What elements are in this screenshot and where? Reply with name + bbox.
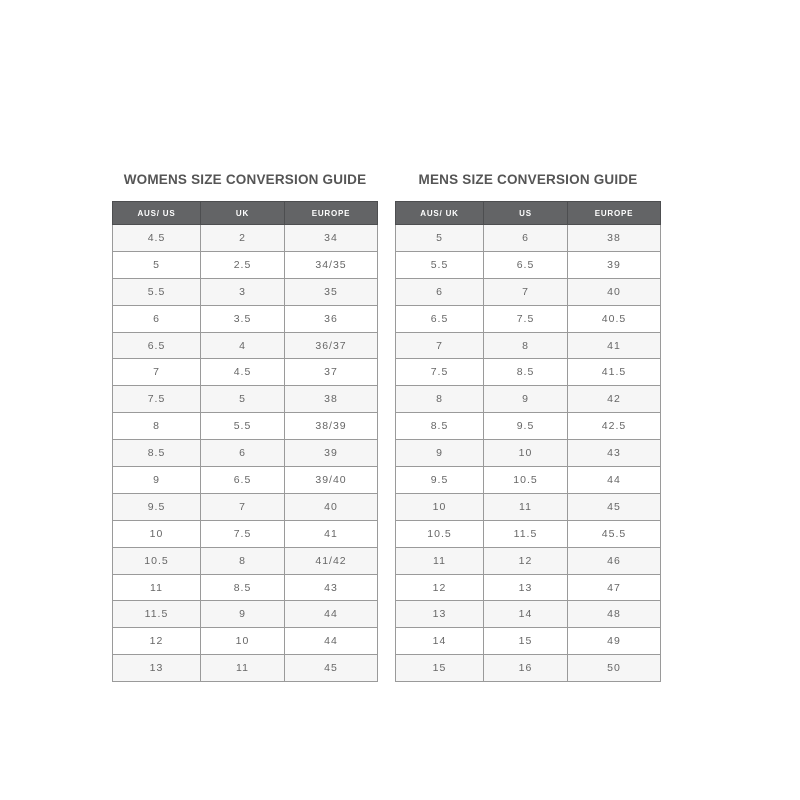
table-cell: 36/37 bbox=[285, 332, 378, 359]
table-cell: 39 bbox=[285, 440, 378, 467]
table-cell: 7.5 bbox=[201, 520, 285, 547]
table-row bbox=[113, 628, 378, 655]
table-cell: 7 bbox=[201, 493, 285, 520]
table-cell: 12 bbox=[396, 574, 484, 601]
table-row bbox=[396, 628, 661, 655]
table-cell: 6 bbox=[484, 225, 568, 252]
table-row bbox=[396, 359, 661, 386]
table-cell: 37 bbox=[285, 359, 378, 386]
table-cell: 7.5 bbox=[396, 359, 484, 386]
table-row bbox=[396, 467, 661, 494]
table-header-row bbox=[113, 202, 378, 225]
table-cell: 47 bbox=[568, 574, 661, 601]
column-header: AUS/ UK bbox=[396, 202, 484, 225]
womens-size-guide bbox=[112, 166, 378, 682]
table-cell: 8 bbox=[484, 332, 568, 359]
table-cell: 11 bbox=[201, 655, 285, 682]
table-cell: 2.5 bbox=[201, 251, 285, 278]
table-cell: 8.5 bbox=[396, 413, 484, 440]
table-row bbox=[396, 413, 661, 440]
table-cell: 3 bbox=[201, 278, 285, 305]
column-header: EUROPE bbox=[285, 202, 378, 225]
table-cell: 5 bbox=[113, 251, 201, 278]
table-cell: 8.5 bbox=[201, 574, 285, 601]
table-cell: 46 bbox=[568, 547, 661, 574]
table-cell: 9 bbox=[484, 386, 568, 413]
table-cell: 11.5 bbox=[484, 520, 568, 547]
table-cell: 42.5 bbox=[568, 413, 661, 440]
table-cell: 8.5 bbox=[484, 359, 568, 386]
table-row bbox=[113, 547, 378, 574]
table-cell: 7.5 bbox=[484, 305, 568, 332]
table-cell: 34/35 bbox=[285, 251, 378, 278]
table-cell: 40.5 bbox=[568, 305, 661, 332]
table-cell: 4.5 bbox=[113, 225, 201, 252]
table-cell: 7 bbox=[484, 278, 568, 305]
table-header-row bbox=[396, 202, 661, 225]
table-cell: 45 bbox=[568, 493, 661, 520]
table-row bbox=[396, 520, 661, 547]
table-cell: 44 bbox=[285, 601, 378, 628]
table-row bbox=[113, 251, 378, 278]
table-cell: 5 bbox=[201, 386, 285, 413]
table-row bbox=[113, 520, 378, 547]
table-cell: 8 bbox=[201, 547, 285, 574]
table-row bbox=[396, 251, 661, 278]
table-cell: 35 bbox=[285, 278, 378, 305]
table-cell: 43 bbox=[568, 440, 661, 467]
table-cell: 44 bbox=[285, 628, 378, 655]
table-cell: 12 bbox=[113, 628, 201, 655]
table-row bbox=[113, 493, 378, 520]
table-cell: 10.5 bbox=[113, 547, 201, 574]
table-row bbox=[113, 305, 378, 332]
table-cell: 40 bbox=[568, 278, 661, 305]
table-cell: 41 bbox=[285, 520, 378, 547]
table-cell: 38 bbox=[285, 386, 378, 413]
table-cell: 39 bbox=[568, 251, 661, 278]
table-cell: 45 bbox=[285, 655, 378, 682]
table-cell: 8 bbox=[113, 413, 201, 440]
table-cell: 10 bbox=[484, 440, 568, 467]
table-cell: 6 bbox=[396, 278, 484, 305]
table-cell: 41.5 bbox=[568, 359, 661, 386]
table-row bbox=[113, 440, 378, 467]
table-cell: 6.5 bbox=[396, 305, 484, 332]
table-cell: 49 bbox=[568, 628, 661, 655]
table-row bbox=[396, 305, 661, 332]
mens-size-table bbox=[395, 201, 661, 682]
table-cell: 14 bbox=[396, 628, 484, 655]
table-cell: 39/40 bbox=[285, 467, 378, 494]
table-cell: 13 bbox=[484, 574, 568, 601]
table-cell: 34 bbox=[285, 225, 378, 252]
table-cell: 11 bbox=[113, 574, 201, 601]
mens-size-guide bbox=[395, 166, 661, 682]
table-cell: 10 bbox=[113, 520, 201, 547]
table-cell: 48 bbox=[568, 601, 661, 628]
table-cell: 7 bbox=[396, 332, 484, 359]
table-row bbox=[396, 386, 661, 413]
mens-guide-title: MENS SIZE CONVERSION GUIDE bbox=[418, 172, 638, 187]
table-cell: 6.5 bbox=[484, 251, 568, 278]
table-cell: 9 bbox=[113, 467, 201, 494]
table-cell: 41 bbox=[568, 332, 661, 359]
column-header: UK bbox=[201, 202, 285, 225]
table-cell: 4.5 bbox=[201, 359, 285, 386]
table-cell: 4 bbox=[201, 332, 285, 359]
table-cell: 7 bbox=[113, 359, 201, 386]
womens-size-table bbox=[112, 201, 378, 682]
table-cell: 38/39 bbox=[285, 413, 378, 440]
table-cell: 9 bbox=[396, 440, 484, 467]
column-header: AUS/ US bbox=[113, 202, 201, 225]
table-row bbox=[113, 386, 378, 413]
womens-table-body bbox=[113, 225, 378, 682]
table-row bbox=[396, 493, 661, 520]
table-cell: 43 bbox=[285, 574, 378, 601]
table-cell: 7.5 bbox=[113, 386, 201, 413]
mens-table-body bbox=[396, 225, 661, 682]
table-cell: 13 bbox=[113, 655, 201, 682]
table-cell: 9 bbox=[201, 601, 285, 628]
table-row bbox=[396, 574, 661, 601]
column-header: US bbox=[484, 202, 568, 225]
table-cell: 5.5 bbox=[396, 251, 484, 278]
table-cell: 6 bbox=[113, 305, 201, 332]
table-cell: 8.5 bbox=[113, 440, 201, 467]
table-row bbox=[396, 332, 661, 359]
table-cell: 5.5 bbox=[113, 278, 201, 305]
table-row bbox=[113, 332, 378, 359]
table-row bbox=[396, 440, 661, 467]
table-row bbox=[113, 359, 378, 386]
table-cell: 10 bbox=[396, 493, 484, 520]
table-row bbox=[396, 655, 661, 682]
table-cell: 45.5 bbox=[568, 520, 661, 547]
table-row bbox=[396, 278, 661, 305]
table-cell: 11.5 bbox=[113, 601, 201, 628]
table-row bbox=[113, 574, 378, 601]
table-cell: 12 bbox=[484, 547, 568, 574]
table-cell: 15 bbox=[396, 655, 484, 682]
table-row bbox=[396, 601, 661, 628]
table-cell: 9.5 bbox=[396, 467, 484, 494]
table-cell: 15 bbox=[484, 628, 568, 655]
column-header: EUROPE bbox=[568, 202, 661, 225]
table-cell: 6.5 bbox=[201, 467, 285, 494]
table-cell: 41/42 bbox=[285, 547, 378, 574]
table-cell: 10.5 bbox=[396, 520, 484, 547]
table-cell: 40 bbox=[285, 493, 378, 520]
table-cell: 5 bbox=[396, 225, 484, 252]
table-cell: 13 bbox=[396, 601, 484, 628]
table-cell: 10 bbox=[201, 628, 285, 655]
table-row bbox=[113, 225, 378, 252]
table-row bbox=[396, 225, 661, 252]
table-row bbox=[113, 413, 378, 440]
table-row bbox=[113, 467, 378, 494]
table-row bbox=[396, 547, 661, 574]
table-cell: 10.5 bbox=[484, 467, 568, 494]
table-cell: 44 bbox=[568, 467, 661, 494]
table-cell: 5.5 bbox=[201, 413, 285, 440]
table-cell: 50 bbox=[568, 655, 661, 682]
table-row bbox=[113, 601, 378, 628]
womens-guide-title: WOMENS SIZE CONVERSION GUIDE bbox=[123, 172, 367, 187]
table-cell: 2 bbox=[201, 225, 285, 252]
table-cell: 6.5 bbox=[113, 332, 201, 359]
table-cell: 11 bbox=[396, 547, 484, 574]
table-cell: 36 bbox=[285, 305, 378, 332]
table-cell: 42 bbox=[568, 386, 661, 413]
table-cell: 9.5 bbox=[484, 413, 568, 440]
table-row bbox=[113, 655, 378, 682]
table-cell: 11 bbox=[484, 493, 568, 520]
table-cell: 14 bbox=[484, 601, 568, 628]
table-cell: 6 bbox=[201, 440, 285, 467]
table-cell: 8 bbox=[396, 386, 484, 413]
table-cell: 9.5 bbox=[113, 493, 201, 520]
table-cell: 16 bbox=[484, 655, 568, 682]
table-cell: 3.5 bbox=[201, 305, 285, 332]
table-row bbox=[113, 278, 378, 305]
table-cell: 38 bbox=[568, 225, 661, 252]
